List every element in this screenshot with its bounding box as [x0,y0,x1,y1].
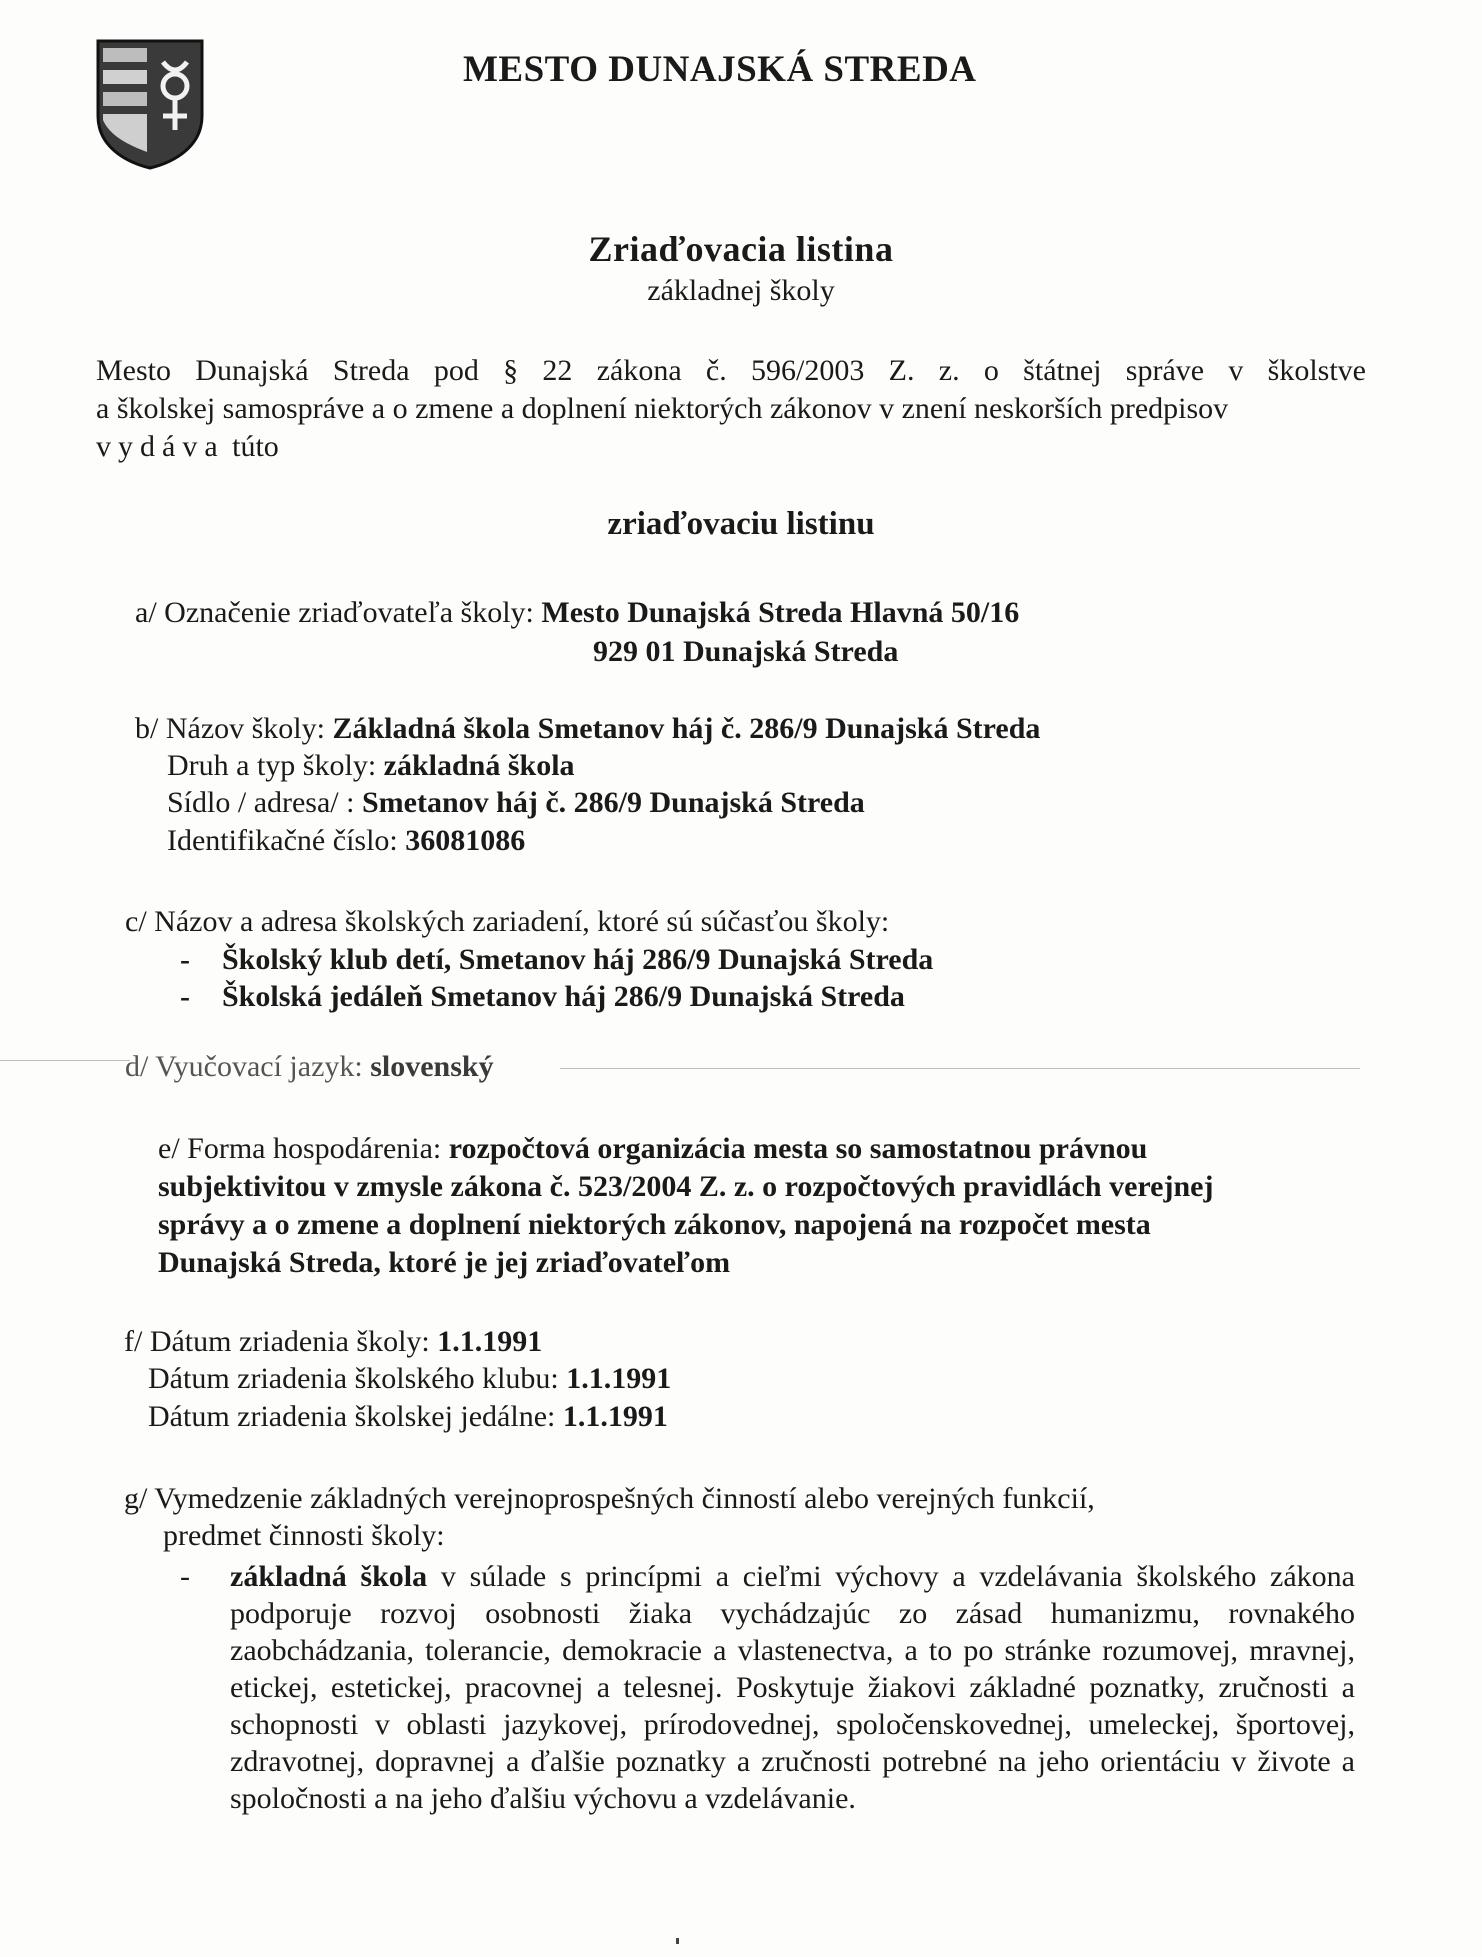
section-f-club-label: Dátum zriadenia školského klubu: [148,1362,559,1395]
section-d-label: d/ Vyučovací jazyk: [125,1050,363,1083]
section-e-line-1 [158,1130,1348,1168]
section-g-label-2: predmet činnosti školy: [163,1519,445,1552]
section-e-label: e/ Forma hospodárenia: [158,1132,442,1165]
section-b-id-label: Identifikačné číslo: [167,824,398,857]
document-subtitle: základnej školy [647,274,835,307]
section-f-canteen-label: Dátum zriadenia školskej jedálne: [148,1400,556,1433]
bullet-dash: - [180,943,190,976]
section-d-value: slovenský [370,1050,494,1083]
section-d [125,1050,494,1084]
section-e [158,1130,1348,1282]
section-f-canteen [148,1400,668,1434]
section-b-name [135,712,1040,746]
section-f-school-value: 1.1.1991 [437,1325,543,1358]
section-c-item-1 [180,943,933,977]
scan-mark [676,1938,679,1944]
section-f-club-value: 1.1.1991 [566,1362,672,1395]
section-g-item-bold: základná škola [230,1560,428,1593]
bullet-dash: - [180,980,190,1013]
section-g-item-text: v súlade s princípmi a cieľmi výchovy a vzdelávania školského zákona podporuje rozvoj osobnosti žiaka vychádzajúc zo zásad humanizmu, rovnakého zaobchádzania, tolerancie, demokracie a vlastenectva, a to po stránke rozumovej, mravnej, etickej, estetickej, pracovnej a telesnej. Poskytuje žiakovi základné poznatky, zručnosti a schopnosti v oblasti jazykovej, prírodovednej, spoločenskovednej, umeleckej, športovej, zdravotnej, dopravnej a ďalšie poznatky a zručnosti potrebné na jeho orientáciu v živote a spoločnosti a na jeho ďalšiu výchovu a vzdelávanie. [230,1560,1355,1815]
section-e-value-3: správy a o zmene a doplnení niektorých zákonov, napojená na rozpočet mesta [158,1208,1151,1241]
issue-title: zriaďovaciu listinu [607,506,875,542]
section-a-value-2: 929 01 Dunajská Streda [593,635,899,668]
intro-line-2: a školskej samospráve a o zmene a doplnení niektorých zákonov v znení neskorších predpisov [96,392,1229,425]
section-a-value-1: Mesto Dunajská Streda Hlavná 50/16 [541,596,1020,629]
scan-artifact-line [560,1068,1360,1069]
scan-artifact-line [0,1060,130,1061]
intro-paragraph [96,352,1366,466]
section-b-seat [167,786,865,820]
section-f-school-label: f/ Dátum zriadenia školy: [124,1325,430,1358]
section-b-seat-label: Sídlo / adresa/ : [167,786,355,819]
section-b-seat-value: Smetanov háj č. 286/9 Dunajská Streda [361,786,865,819]
section-f-school [124,1325,542,1359]
section-b-type-label: Druh a typ školy: [167,749,377,782]
intro-this-word: túto [232,430,279,463]
section-f-club [148,1362,671,1396]
section-c-label: c/ Názov a adresa školských zariadení, ktoré sú súčasťou školy: [125,905,890,938]
coat-of-arms-icon [95,38,205,170]
section-g-label-1: g/ Vymedzenie základných verejnoprospešných činností alebo verejných funkcií, [124,1482,1095,1515]
section-b-id [167,824,525,858]
section-b-type [167,749,575,783]
section-e-value-4: Dunajská Streda, ktoré je jej zriaďovateľom [158,1246,731,1279]
section-b-name-value: Základná škola Smetanov háj č. 286/9 Dunajská Streda [332,712,1041,745]
intro-issues-word: vydáva [96,430,225,463]
section-b-type-value: základná škola [383,749,575,782]
section-b-id-value: 36081086 [405,824,526,857]
section-g-item [230,1558,1355,1817]
section-c-item-2-text: Školská jedáleň Smetanov háj 286/9 Dunajská Streda [222,980,905,1013]
intro-line-1: Mesto Dunajská Streda pod § 22 zákona č. 596/2003 Z. z. o štátnej správe v školstve [96,354,1366,387]
section-c-item-2 [180,980,905,1014]
document-title: Zriaďovacia listina [588,229,894,269]
section-e-value-2: subjektivitou v zmysle zákona č. 523/2004 Z. z. o rozpočtových pravidlách verejnej [158,1170,1214,1203]
section-a-label: a/ Označenie zriaďovateľa školy: [135,596,534,629]
section-e-value-1: rozpočtová organizácia mesta so samostatnou právnou [448,1132,1148,1165]
intro-line-3 [96,428,1366,466]
section-b-name-label: b/ Názov školy: [135,712,325,745]
section-a-line-1 [135,596,1019,630]
city-header: MESTO DUNAJSKÁ STREDA [463,49,977,90]
section-f-canteen-value: 1.1.1991 [562,1400,668,1433]
bullet-dash: - [180,1560,190,1593]
section-c-item-1-text: Školský klub detí, Smetanov háj 286/9 Dunajská Streda [222,943,934,976]
